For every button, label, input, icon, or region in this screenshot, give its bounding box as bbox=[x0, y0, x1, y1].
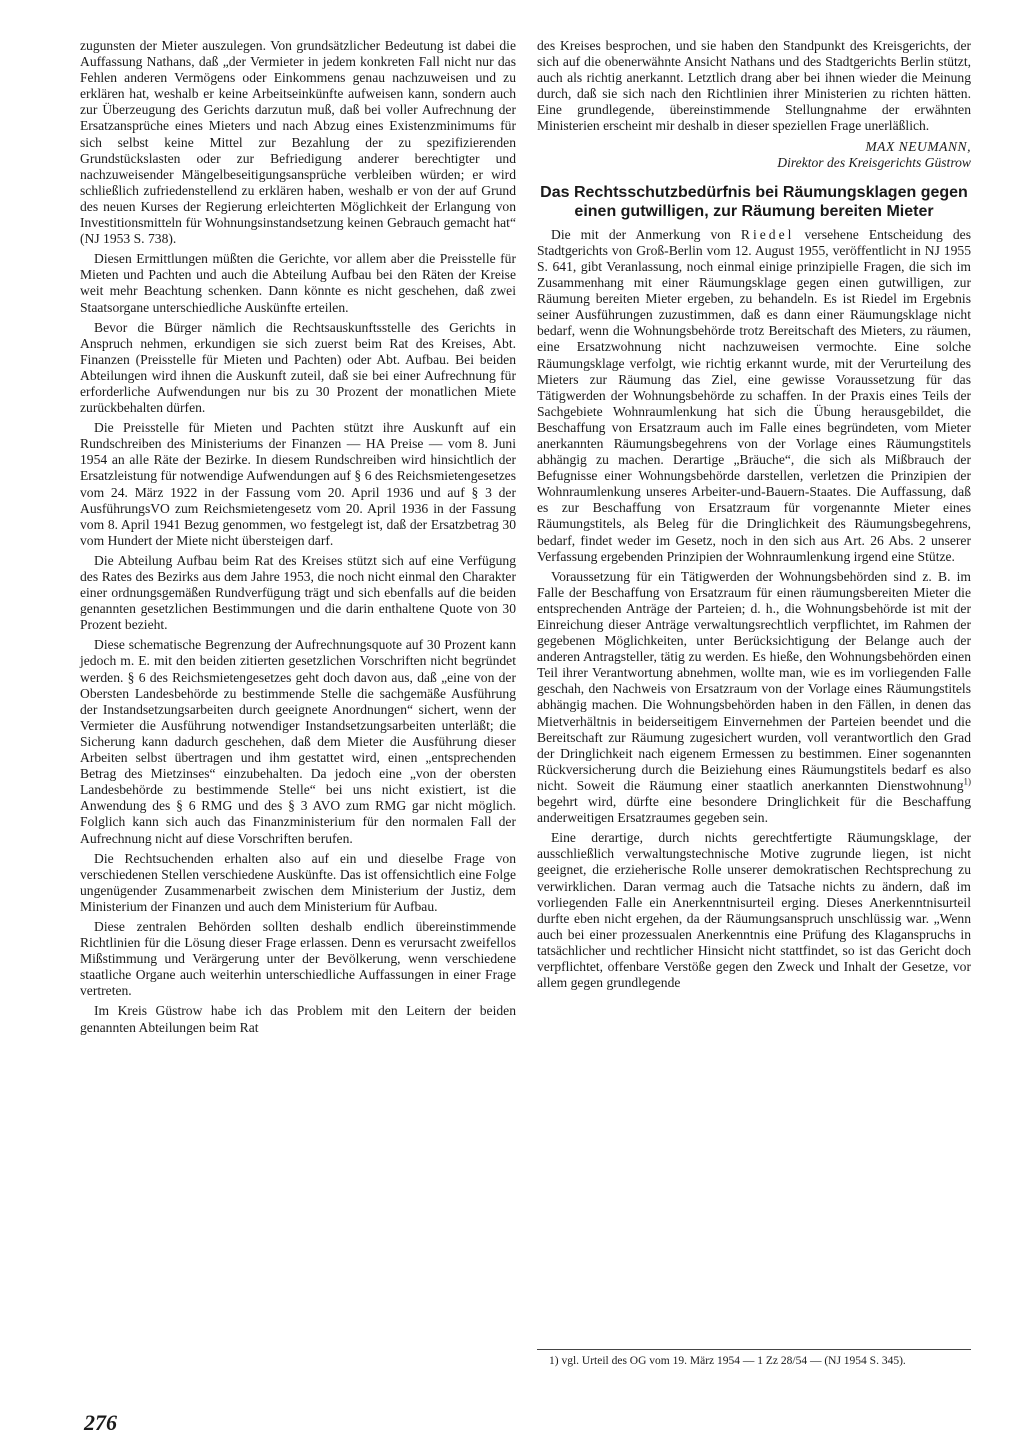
paragraph: Bevor die Bürger nämlich die Rechtsauskunftsstelle des Gerichts in Anspruch nehmen, erkundigen sie sich zuerst beim Rat des Kreises, Abt. Finanzen (Preisstelle für Mieten und Pachten) oder Abt. Aufbau. Bei beiden Abteilungen wird ihnen die Auskunft zuteil, daß sie bei einer Aufrechnung für erforderliche Aufwendungen nur bis zu 30 Prozent der monatlichen Miete zurückbehalten dürfen. bbox=[80, 319, 516, 416]
paragraph: Die Abteilung Aufbau beim Rat des Kreises stützt sich auf eine Verfügung des Rates des Bezirks aus dem Jahre 1953, die noch nicht einmal den Charakter einer ordnungsgemäßen Rundverfügung trägt und sich ebenfalls auf die beiden genannten gesetzlichen Bestimmungen und die darin enthaltene Quote von 30 Prozent bezieht. bbox=[80, 552, 516, 633]
signature-name: MAX NEUMANN, bbox=[865, 138, 971, 154]
paragraph: Diesen Ermittlungen müßten die Gerichte, vor allem aber die Preisstelle für Mieten und Pachten und auch die Abteilung Aufbau bei den Räten der Kreise weit mehr Beachtung schenken. Dann könnte es nicht geschehen, daß zwei Staatsorgane unterschiedliche Auskünfte erteilen. bbox=[80, 251, 516, 315]
paragraph: Die Preisstelle für Mieten und Pachten stützt ihre Auskunft auf ein Rundschreiben des Ministeriums der Finanzen — HA Preise — vom 8. Juni 1954 an alle Räte der Bezirke. In diesem Rundschreiben wird hinsichtlich der Ersatzleistung für notwendige Aufwendungen auf § 6 des Reichsmietengesetzes vom 24. März 1922 in der Fassung vom 20. April 1936 und auf § 3 der AusführungsVO zum Reichsmietengesetz vom 20. April 1936 in der Fassung vom 8. April 1941 Bezug genommen, wo festgelegt ist, daß der Ersatzbetrag 30 vom Hundert der Miete nicht übersteigen darf. bbox=[80, 420, 516, 548]
paragraph: Diese zentralen Behörden sollten deshalb endlich übereinstimmende Richtlinien für die Lösung dieser Frage erlassen. Denn es verursacht zweifellos Mißstimmung und Verärgerung unter der Bevölkerung, wenn verschiedene staatliche Organe auch weiterhin unterschiedliche Auffassungen in einer Frage vertreten. bbox=[80, 918, 516, 999]
right-column bbox=[537, 38, 971, 995]
paragraph: zugunsten der Mieter auszulegen. Von grundsätzlicher Bedeutung ist dabei die Auffassung Nathans, daß „der Vermieter in jedem konkreten Fall nicht nur das Fehlen anderen Vermögens oder Einkommens genau nachzuweisen und zu erklären hat, weshalb er keine Arbeitseinkünfte aufweisen kann, sondern auch zur Überzeugung des Gerichts darzutun muß, daß bei voller Aufrechnung der Ersatzansprüche eines Mieters und nach Abzug eines Existenzminimums für sich selbst keine Mittel zur Bezahlung der zu spezifizierenden Grundstückslasten oder zur Befriedigung anderer berechtigter und nachzuweisender Mängelbeseitigungsansprüche verbleiben würden; er wird schließlich zufriedenstellend zu erklären haben, weshalb er von der auf Grund des neuen Kurses der Regierung erleichterten Möglichkeit der Erlangung von Investitionsmitteln für Wohnungsinstandsetzung keinen Gebrauch gemacht hat“ (NJ 1953 S. 738). bbox=[80, 38, 516, 247]
paragraph: Im Kreis Güstrow habe ich das Problem mit den Leitern der beiden genannten Abteilungen beim Rat bbox=[80, 1003, 516, 1035]
paragraph: des Kreises besprochen, und sie haben den Standpunkt des Kreisgerichts, der sich auf die obenerwähnte Ansicht Nathans und des Stadtgerichts Berlin stützt, auch als richtig anerkannt. Letztlich drang aber bei ihnen wieder die Meinung durch, daß sie sich nach den Richtlinien ihrer Ministerien zu richten hätten. Eine grundlegende, übereinstimmende Stellungnahme der erwähnten Ministerien erscheint mir deshalb in dieser speziellen Frage unerläßlich. bbox=[537, 38, 971, 134]
footnote-reference: 1) bbox=[963, 776, 971, 787]
signature bbox=[537, 139, 971, 171]
signature-title: Direktor des Kreisgerichts Güstrow bbox=[777, 154, 971, 170]
text-run: Die mit der Anmerkung von bbox=[551, 226, 741, 242]
page-number: 276 bbox=[84, 1410, 117, 1435]
text-run: begehrt wird, dürfte eine besondere Dringlichkeit für die Beschaffung anderweitigen Ersatzraumes gegeben sein. bbox=[537, 794, 971, 826]
footnote: 1) vgl. Urteil des OG vom 19. März 1954 — 1 Zz 28/54 — (NJ 1954 S. 345). bbox=[549, 1355, 906, 1367]
paragraph: Eine derartige, durch nichts gerechtfertigte Räumungsklage, der ausschließlich verwaltungstechnische Motive zugrunde liegen, ist nicht geeignet, die erzieherische Rolle unserer demokratischen Rechtsprechung zu verwirklichen. Daran vermag auch die Tatsache nichts zu ändern, daß im vorliegenden Falle ein Anerkenntnisurteil erging. Dieses Anerkenntnisurteil durfte eben nicht ergehen, da der Räumungsanspruch unschlüssig war. „Wenn auch bei einer prozessualen Anerkenntnis eine Prüfung des Klaganspruchs in tatsächlicher und rechtlicher Hinsicht nicht stattfindet, so ist das Gericht doch verpflichtet, offenbare Verstöße gegen den Zweck und Inhalt der Gesetze, vor allem gegen grundlegende bbox=[537, 830, 971, 991]
paragraph bbox=[537, 227, 971, 565]
left-column bbox=[80, 38, 516, 1040]
article-heading: Das Rechtsschutzbedürfnis bei Räumungsklagen gegen einen gutwilligen, zur Räumung bereiten Mieter bbox=[540, 183, 968, 220]
footnotes bbox=[537, 1349, 971, 1368]
author-name: Riedel bbox=[740, 226, 795, 242]
text-run: versehene Entscheidung des Stadtgerichts von Groß-Berlin vom 12. August 1955, veröffentlicht in NJ 1955 S. 641, gibt Veranlassung, noch einmal einige prinzipielle Fragen, die sich im Zusammenhang mit einer Räumungsklage gegen einen gutwilligen, zur Räumung bereiten Mieter ergeben, zu behandeln. Es ist Riedel im Ergebnis seiner Ausführungen zuzustimmen, daß es dann einer Räumungsklage nicht bedarf, wenn die Wohnungsbehörde trotz Bereitschaft des Mieters, zu räumen, eine Ersatzwohnung nicht nachzuweisen vermochte. Eine solche Räumungsklage verfolgt, wie richtig erkannt wurde, mit der Verurteilung des Mieters zur Räumung das Ziel, eine gewisse Voraussetzung für das Tätigwerden der Wohnungsbehörde zu schaffen. In der Praxis eines Teils der Sachgebiete Wohnraumlenkung hat sich die Übung herausgebildet, die Beschaffung von Ersatzraum auch im Falle eines begründeten, vom Mieter anerkannten Räumungsbegehrens von der Vorlage eines Räumungstitels abhängig zu machen. Derartige „Bräuche“, die sich als Mißbrauch der Befugnisse einer Wohnungsbehörde darstellen, verletzen die Prinzipien der Wohnraumlenkung unseres Arbeiter-und-Bauern-Staates. Die Auffassung, daß es zur Beschaffung von Ersatzraum für vorgenannte Mieter eines Räumungstitels, als Beleg für die Dringlichkeit des Räumungsbegehrens, bedarf, findet weder im Gesetz, noch in den sich aus Art. 26 Abs. 2 unserer Verfassung ergebenden Prinzipien der Wohnraumlenkung irgend eine Stütze. bbox=[537, 226, 971, 564]
paragraph bbox=[537, 569, 971, 827]
paragraph: Diese schematische Begrenzung der Aufrechnungsquote auf 30 Prozent kann jedoch m. E. mit den beiden zitierten gesetzlichen Vorschriften nicht begründet werden. § 6 des Reichsmietengesetzes geht doch davon aus, daß „eine von der Obersten Landesbehörde zu bestimmende Stelle die sachgemäße Ausführung der Instandsetzungsarbeiten durch geeignete Anordnungen“ sichert, wenn der Vermieter die Ausführung notwendiger Instandsetzungsarbeiten unterläßt; die Sicherung kann dadurch geschehen, daß dem Mieter die Ausführung dieser Arbeiten selbst übertragen und ihm gestattet wird, einen „entsprechenden Betrag des Mietzinses“ einzubehalten. Da jedoch eine „von der obersten Landesbehörde zu bestimmende Stelle“ bei uns nicht existiert, ist die Anwendung des § 6 RMG und des § 3 AVO zum RMG gar nicht möglich. Folglich kann sich auch das Finanzministerium für den normalen Fall der Aufrechnung nicht auf diese Vorschriften berufen. bbox=[80, 637, 516, 846]
paragraph: Die Rechtsuchenden erhalten also auf ein und dieselbe Frage von verschiedenen Stellen verschiedene Auskünfte. Das ist offensichtlich eine Folge ungenügender Zusammenarbeit zwischen dem Ministerium der Justiz, dem Ministerium der Finanzen und auch dem Ministerium für Aufbau. bbox=[80, 850, 516, 914]
text-run: Voraussetzung für ein Tätigwerden der Wohnungsbehörden sind z. B. im Falle der Beschaffung von Ersatzraum für einen räumungsbereiten Mieter die entsprechenden Anträge der Parteien; d. h., die Wohnungsbehörde ist mit der Einreichung dieser Anträge verwaltungsrechtlich verpflichtet, im Rahmen der gegebenen Möglichkeiten, unter Berücksichtigung der Belange auch der anderen Antragsteller, tätig zu werden. Es hieße, den Wohnungsbehörden einen Teil ihrer Verantwortung abnehmen, wollte man, wie es im vorliegenden Falle geschah, den Nachweis von Ersatzraum von der Vorlage eines Räumungstitels abhängig machen. Die Wohnungsbehörden haben in den Fällen, in denen das Mietverhältnis in beiderseitigem Einvernehmen der Parteien beendet und die Bereitschaft zur Räumung zugesichert wurden, voll verantwortlich den Grad der Dringlichkeit nach eigenem Ermessen zu bestimmen. Einer sogenannten Rückversicherung durch die Beiziehung eines Räumungstitels bedarf es also nicht. Soweit die Räumung einer staatlich anerkannten Dienstwohnung bbox=[537, 568, 971, 793]
